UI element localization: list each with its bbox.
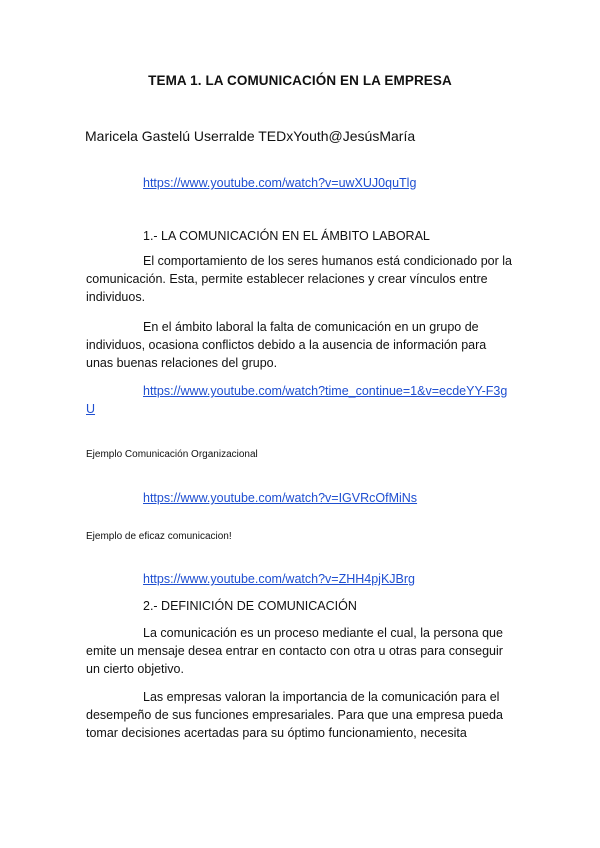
author-line: Maricela Gastelú Userralde TEDxYouth@JesúsMaría [85,128,416,144]
video-link-2-block [86,382,516,418]
video-link-4[interactable]: https://www.youtube.com/watch?v=ZHH4pjKJBrg [143,572,415,586]
section-1-paragraph-2 [86,318,516,372]
section-1-heading: 1.- LA COMUNICACIÓN EN EL ÁMBITO LABORAL [143,229,430,243]
section-1-paragraph-1 [86,252,516,306]
section-2-paragraph-2 [86,688,516,742]
section-2-paragraph-1 [86,624,516,678]
section-2-paragraph-2-text: Las empresas valoran la importancia de la comunicación para el desempeño de sus funciones empresariales. Para que una empresa pueda tomar decisiones acertadas para su óptimo funcionamiento, necesita [86,690,503,740]
document-title: TEMA 1. LA COMUNICACIÓN EN LA EMPRESA [148,73,452,88]
caption-organizational: Ejemplo Comunicación Organizacional [86,449,258,460]
video-link-1[interactable]: https://www.youtube.com/watch?v=uwXUJ0quTlg [143,176,417,190]
section-1-paragraph-1-text: El comportamiento de los seres humanos está condicionado por la comunicación. Esta, permite establecer relaciones y crear vínculos entre individuos. [86,254,512,304]
section-1-paragraph-2-text: En el ámbito laboral la falta de comunicación en un grupo de individuos, ocasiona conflictos debido a la ausencia de información para unas buenas relaciones del grupo. [86,320,487,370]
video-link-3[interactable]: https://www.youtube.com/watch?v=IGVRcOfMiNs [143,491,418,505]
section-2-paragraph-1-text: La comunicación es un proceso mediante el cual, la persona que emite un mensaje desea entrar en contacto con otra u otras para conseguir un cierto objetivo. [86,626,503,676]
video-link-2[interactable]: https://www.youtube.com/watch?time_continue=1&v=ecdeYY-F3gU [86,384,508,416]
section-2-heading: 2.- DEFINICIÓN DE COMUNICACIÓN [143,599,357,613]
caption-effective: Ejemplo de eficaz comunicacion! [86,531,232,542]
